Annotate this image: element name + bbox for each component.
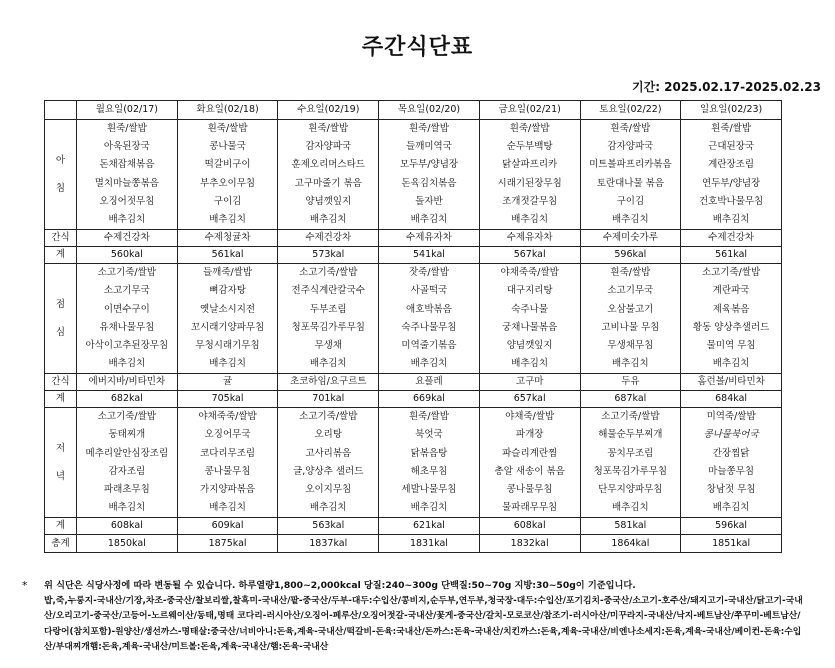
menu-item: 배추김치 [108, 502, 146, 514]
breakfast-snack-row-cell: 수제미숫가루 [580, 230, 681, 247]
lunch-kcal-row-cell: 701kal [278, 391, 379, 408]
breakfast-kcal-row-cell: 560kal [77, 247, 178, 264]
breakfast-menu-cell [379, 120, 480, 230]
menu-item: 창남젓 무침 [706, 484, 756, 495]
day-header: 화요일(02/18) [177, 101, 278, 120]
lunch-kcal-row-cell: 657kal [479, 391, 580, 408]
menu-item: 글,양상추 샐러드 [293, 465, 364, 477]
lunch-menu-cell [278, 264, 379, 374]
menu-item: 잣죽/쌀밥 [409, 267, 449, 279]
breakfast-snack-row-cell: 수제유자차 [479, 230, 580, 247]
breakfast-kcal-row-cell: 561kal [681, 247, 782, 264]
menu-item: 시래기된장무침 [497, 177, 562, 189]
dinner-label-char: 저 [55, 442, 66, 454]
menu-item: 사골떡국 [410, 285, 448, 297]
menu-item: 물미역 무침 [706, 339, 756, 351]
breakfast-menu-cell [681, 120, 782, 230]
menu-item: 이면수구이 [103, 303, 150, 315]
notes [22, 578, 804, 656]
menu-item: 간장찜닭 [712, 447, 750, 459]
dinner-kcal-row-cell: 621kal [379, 518, 480, 535]
breakfast-snack-row-cell: 수제건강차 [681, 230, 782, 247]
menu-item: 꽁치무조림 [607, 447, 654, 459]
dinner-menu-cell [681, 408, 782, 518]
menu-item: 애호박볶음 [406, 303, 452, 315]
menu-item: 돈육김치볶음 [401, 177, 457, 189]
grand-total-row-cell: 1851kal [681, 535, 782, 553]
grand-total-row-cell: 1850kal [77, 535, 178, 553]
menu-item: 콩나물북어국 [703, 429, 759, 441]
menu-item: 청포묵김가루무침 [593, 465, 668, 477]
breakfast-kcal-row-cell: 541kal [379, 247, 480, 264]
lunch-label-char: 점 [55, 298, 66, 310]
menu-item: 총알 새송이 볶음 [494, 465, 565, 477]
menu-item: 마늘쫑무침 [708, 465, 755, 477]
menu-item: 흰죽/쌀밥 [711, 123, 752, 134]
menu-item: 유채나물무침 [99, 321, 155, 333]
menu-item: 동태찌개 [108, 429, 146, 441]
grand-total-row [45, 535, 782, 553]
menu-item: 뼈감자탕 [209, 285, 246, 297]
lunch-menu-cell [77, 264, 178, 374]
breakfast-snack-row [45, 230, 782, 247]
menu-item: 흰죽/쌀밥 [106, 123, 147, 134]
dinner-label-char: 녁 [55, 470, 66, 482]
menu-item: 소고기죽/쌀밥 [299, 411, 358, 423]
menu-item: 감자조림 [108, 465, 146, 477]
menu-item: 콩나물무침 [204, 465, 251, 477]
menu-item: 물파래무무침 [502, 502, 558, 514]
menu-item: 흰죽/쌀밥 [308, 123, 349, 134]
period-label: 기간: 2025.02.17-2025.02.23 [632, 80, 821, 94]
lunch-snack-row-label: 간식 [45, 374, 77, 391]
menu-item: 고사리볶음 [305, 447, 352, 459]
menu-item: 소고기무국 [607, 285, 654, 297]
menu-item: 청포묵김가루무침 [291, 321, 365, 333]
menu-item: 배추김치 [309, 502, 347, 514]
menu-item: 들깨죽/쌀밥 [203, 267, 253, 279]
menu-item: 흰죽/쌀밥 [207, 123, 248, 134]
weekly-menu-table [44, 100, 782, 553]
breakfast-label-char: 아 [55, 154, 66, 166]
lunch-kcal-row-cell: 669kal [379, 391, 480, 408]
note-origin: 밥,죽,누룽지-국내산/기장,차조-중국산/찰보리쌀,찰흑미-국내산/팥-중국산/두부-대두:수입산/콩비지,순두부,연두부,청국장-대두:수입산/포기김치-중국산/소고기-호주산/돼지고기-국내산/닭고기-국내산/오리고기-중국산/고등어-노르웨이산/동태,명태 코다리-러시아산/오징어-페루산/오징어젓갈-국내산/꽃게-중국산/갈치-모로코산/참조기-러시아산/미꾸라지-국내산/낙지-베트남산/쭈꾸미-베트남산/다랑어(참치포함)-원양산/생선까스-명태살:중국산/너비아니:돈육,계육-국내산/떡갈비-돈육:국내산/돈까스:돈육-국내산/치킨까스:돈육,계육-국내산/비엔나소세지:돈육,계육-국내산/베이컨-돈육:수입산/부대찌개햄:돈육,계육-국내산/미트볼:돈육,계육-국내산/햄:돈육-국내산 [44, 595, 803, 653]
lunch-label-char: 심 [55, 326, 66, 338]
menu-item: 흰죽/쌀밥 [610, 123, 651, 134]
menu-item: 소고기죽/쌀밥 [601, 411, 660, 423]
menu-item: 오징어무국 [204, 429, 251, 441]
breakfast-menu-cell [580, 120, 681, 230]
menu-item: 흰죽/쌀밥 [509, 123, 550, 134]
menu-item: 감자양파국 [305, 141, 352, 153]
menu-item: 소고기죽/쌀밥 [299, 267, 358, 279]
lunch-menu-cell [479, 264, 580, 374]
dinner-kcal-row-cell: 581kal [580, 518, 681, 535]
menu-item: 연두부/양념장 [701, 177, 761, 189]
menu-item: 파개장 [515, 429, 544, 441]
breakfast-kcal-row-cell: 573kal [278, 247, 379, 264]
breakfast-kcal-row-label: 계 [45, 247, 77, 264]
dinner-menu-cell [278, 408, 379, 518]
breakfast-snack-row-cell: 수제유자차 [379, 230, 480, 247]
menu-item: 흰죽/쌀밥 [610, 267, 651, 279]
menu-item: 제육볶음 [712, 303, 750, 315]
menu-item: 모두부/양념장 [399, 159, 459, 171]
lunch-kcal-row-cell: 682kal [77, 391, 178, 408]
menu-item: 꼬시래기양파무침 [190, 321, 265, 333]
menu-item: 구이김 [213, 195, 242, 207]
lunch-menu-cell [379, 264, 480, 374]
menu-item: 부추오이무침 [200, 177, 256, 189]
lunch-snack-row-cell: 에버지바/비타민차 [77, 374, 178, 391]
menu-item: 황동 양상추샐러드 [692, 321, 770, 333]
breakfast-menu-cell [177, 120, 278, 230]
dinner-kcal-row-cell: 608kal [479, 518, 580, 535]
breakfast-snack-row-cell: 수제청귤차 [177, 230, 278, 247]
menu-item: 근대된장국 [708, 141, 755, 153]
grand-total-row-cell: 1831kal [379, 535, 480, 553]
breakfast-snack-row-label: 간식 [45, 230, 77, 247]
menu-item: 오이지무침 [305, 484, 352, 495]
menu-item: 멸치마늘쫑볶음 [94, 177, 159, 189]
menu-item: 아욱된장국 [103, 141, 150, 153]
menu-item: 해물순두부찌개 [598, 429, 663, 441]
day-header-row [45, 101, 782, 120]
menu-item: 배추김치 [511, 358, 549, 370]
menu-item: 파래초무침 [103, 484, 150, 495]
lunch-label [45, 264, 77, 374]
breakfast-label [45, 120, 77, 230]
menu-item: 배추김치 [410, 213, 448, 225]
menu-item: 배추김치 [108, 358, 146, 370]
grand-total-row-cell: 1864kal [580, 535, 681, 553]
menu-item: 소고기죽/쌀밥 [97, 411, 156, 423]
lunch-menu-cell [580, 264, 681, 374]
menu-item: 숙주나물 [511, 303, 549, 315]
grand-total-row-cell: 1837kal [278, 535, 379, 553]
menu-item: 파슬리계란찜 [502, 447, 558, 459]
grand-total-row-cell: 1875kal [177, 535, 278, 553]
menu-item: 배추김치 [108, 213, 146, 225]
breakfast-kcal-row-cell: 596kal [580, 247, 681, 264]
menu-item: 미역죽/쌀밥 [706, 411, 756, 423]
menu-item: 닭살파프리카 [502, 159, 558, 171]
menu-item: 배추김치 [712, 358, 750, 370]
menu-item: 오리탕 [314, 429, 343, 441]
menu-item: 배추김치 [209, 213, 246, 225]
menu-item: 콩나물무침 [506, 484, 553, 495]
menu-item: 무생채무침 [607, 339, 654, 351]
day-header: 토요일(02/22) [580, 101, 681, 120]
menu-item: 전주식계란칼국수 [291, 285, 365, 297]
menu-item: 두부조림 [309, 303, 347, 315]
lunch-snack-row-cell: 홈런볼/비타민차 [681, 374, 782, 391]
dinner-kcal-row-cell: 563kal [278, 518, 379, 535]
lunch-row [45, 264, 782, 374]
menu-item: 배추김치 [209, 358, 246, 370]
menu-item: 무생채 [314, 339, 343, 351]
dinner-kcal-row-label: 계 [45, 518, 77, 535]
menu-item: 배추김치 [209, 502, 246, 514]
menu-item: 세발나물무침 [401, 484, 457, 495]
menu-item: 조개젓갈무침 [502, 195, 558, 207]
menu-item: 구이김 [616, 195, 645, 207]
menu-item: 배추김치 [511, 213, 549, 225]
day-header: 일요일(02/23) [681, 101, 782, 120]
menu-item: 배추김치 [612, 213, 649, 225]
menu-item: 옛날소시지전 [200, 303, 256, 315]
menu-item: 무청시래기무침 [195, 339, 260, 351]
lunch-kcal-row-cell: 687kal [580, 391, 681, 408]
note-first-line: 위 식단은 식당사정에 따라 변동될 수 있습니다. 하루열량1,800~2,000kcal 당질:240~300g 단백질:50~70g 지방:30~50g이 기준입니다. [44, 580, 636, 591]
menu-item: 궁채나물볶음 [502, 321, 558, 333]
menu-item: 양념깻잎지 [305, 195, 352, 207]
day-header: 금요일(02/21) [479, 101, 580, 120]
dinner-kcal-row [45, 518, 782, 535]
breakfast-snack-row-cell: 수제건강차 [278, 230, 379, 247]
menu-item: 오삼불고기 [607, 303, 654, 315]
lunch-snack-row-cell: 요플레 [379, 374, 480, 391]
menu-item: 소고기무국 [103, 285, 150, 297]
menu-item: 소고기죽/쌀밥 [97, 267, 156, 279]
day-header: 수요일(02/19) [278, 101, 379, 120]
menu-item: 해초무침 [410, 465, 448, 477]
breakfast-kcal-row-cell: 567kal [479, 247, 580, 264]
menu-item: 야채죽죽/쌀밥 [198, 411, 257, 423]
menu-item: 고구마줄기 볶음 [294, 177, 362, 189]
lunch-snack-row-cell: 초코하임/요구르트 [278, 374, 379, 391]
menu-item: 대구지리탕 [506, 285, 553, 297]
grand-total-row-cell: 1832kal [479, 535, 580, 553]
lunch-snack-row-cell: 두유 [580, 374, 681, 391]
menu-item: 떡갈비구이 [204, 159, 251, 171]
menu-item: 미트볼파프리카볶음 [589, 159, 672, 171]
menu-item: 순두부백탕 [506, 141, 553, 153]
breakfast-kcal-row-cell: 561kal [177, 247, 278, 264]
dinner-label [45, 408, 77, 518]
menu-item: 돈채잡채볶음 [99, 159, 155, 171]
menu-item: 들깨미역국 [406, 141, 452, 153]
dinner-menu-cell [177, 408, 278, 518]
menu-item: 코다리무조림 [200, 447, 256, 459]
menu-item: 양념깻잎지 [506, 339, 553, 351]
breakfast-menu-cell [278, 120, 379, 230]
menu-item: 숙주나물무침 [401, 321, 457, 333]
dinner-menu-cell [580, 408, 681, 518]
menu-item: 아삭이고추된장무침 [85, 339, 169, 351]
lunch-menu-cell [177, 264, 278, 374]
menu-item: 배추김치 [309, 358, 347, 370]
lunch-kcal-row-cell: 705kal [177, 391, 278, 408]
menu-item: 배추김치 [712, 502, 750, 514]
menu-item: 훈제오리머스타드 [291, 159, 365, 171]
menu-item: 배추김치 [410, 358, 448, 370]
dinner-menu-cell [479, 408, 580, 518]
menu-item: 단무지양파무침 [598, 484, 663, 495]
lunch-kcal-row-label: 계 [45, 391, 77, 408]
dinner-kcal-row-cell: 596kal [681, 518, 782, 535]
menu-item: 닭볶음탕 [410, 447, 448, 459]
menu-item: 미역줄기볶음 [401, 339, 457, 351]
breakfast-kcal-row [45, 247, 782, 264]
menu-item: 감자양파국 [607, 141, 654, 153]
day-header: 목요일(02/20) [379, 101, 480, 120]
menu-item: 고비나물 무침 [601, 321, 660, 333]
breakfast-label-char: 침 [55, 182, 66, 194]
menu-item: 배추김치 [410, 502, 448, 514]
menu-item: 메추리알안심장조림 [85, 447, 169, 459]
menu-item: 토란대나물 볶음 [596, 177, 664, 189]
breakfast-menu-cell [77, 120, 178, 230]
menu-item: 야채죽/쌀밥 [505, 411, 555, 423]
breakfast-snack-row-cell: 수제건강차 [77, 230, 178, 247]
menu-item: 건호박나물무침 [698, 195, 764, 207]
breakfast-row [45, 120, 782, 230]
lunch-snack-row-cell: 고구마 [479, 374, 580, 391]
menu-item: 배추김치 [309, 213, 347, 225]
dinner-menu-cell [379, 408, 480, 518]
lunch-snack-row-cell: 귤 [177, 374, 278, 391]
menu-item: 흰죽/쌀밥 [409, 411, 449, 423]
menu-item: 배추김치 [712, 213, 750, 225]
dinner-kcal-row-cell: 608kal [77, 518, 178, 535]
note-star: * [22, 579, 28, 592]
menu-item: 오징어젓무침 [99, 195, 155, 207]
page-title: 주간식단표 [361, 35, 474, 60]
menu-item: 가지양파볶음 [200, 484, 256, 495]
lunch-kcal-row-cell: 684kal [681, 391, 782, 408]
lunch-kcal-row [45, 391, 782, 408]
menu-item: 배추김치 [612, 502, 649, 514]
day-header: 월요일(02/17) [77, 101, 178, 120]
menu-item: 북엇국 [415, 429, 443, 441]
grand-total-row-label: 총계 [45, 535, 77, 553]
menu-item: 배추김치 [612, 358, 649, 370]
dinner-row [45, 408, 782, 518]
menu-item: 흰죽/쌀밥 [409, 123, 449, 134]
menu-item: 계란파국 [712, 285, 750, 297]
menu-item: 돌자반 [415, 195, 443, 207]
menu-item: 콩나물국 [209, 141, 246, 153]
corner-cell [45, 101, 77, 120]
dinner-menu-cell [77, 408, 178, 518]
menu-item: 계란장조림 [708, 159, 755, 171]
breakfast-menu-cell [479, 120, 580, 230]
dinner-kcal-row-cell: 609kal [177, 518, 278, 535]
lunch-snack-row [45, 374, 782, 391]
menu-item: 야채죽죽/쌀밥 [500, 267, 559, 279]
menu-item: 소고기죽/쌀밥 [701, 267, 761, 279]
lunch-menu-cell [681, 264, 782, 374]
